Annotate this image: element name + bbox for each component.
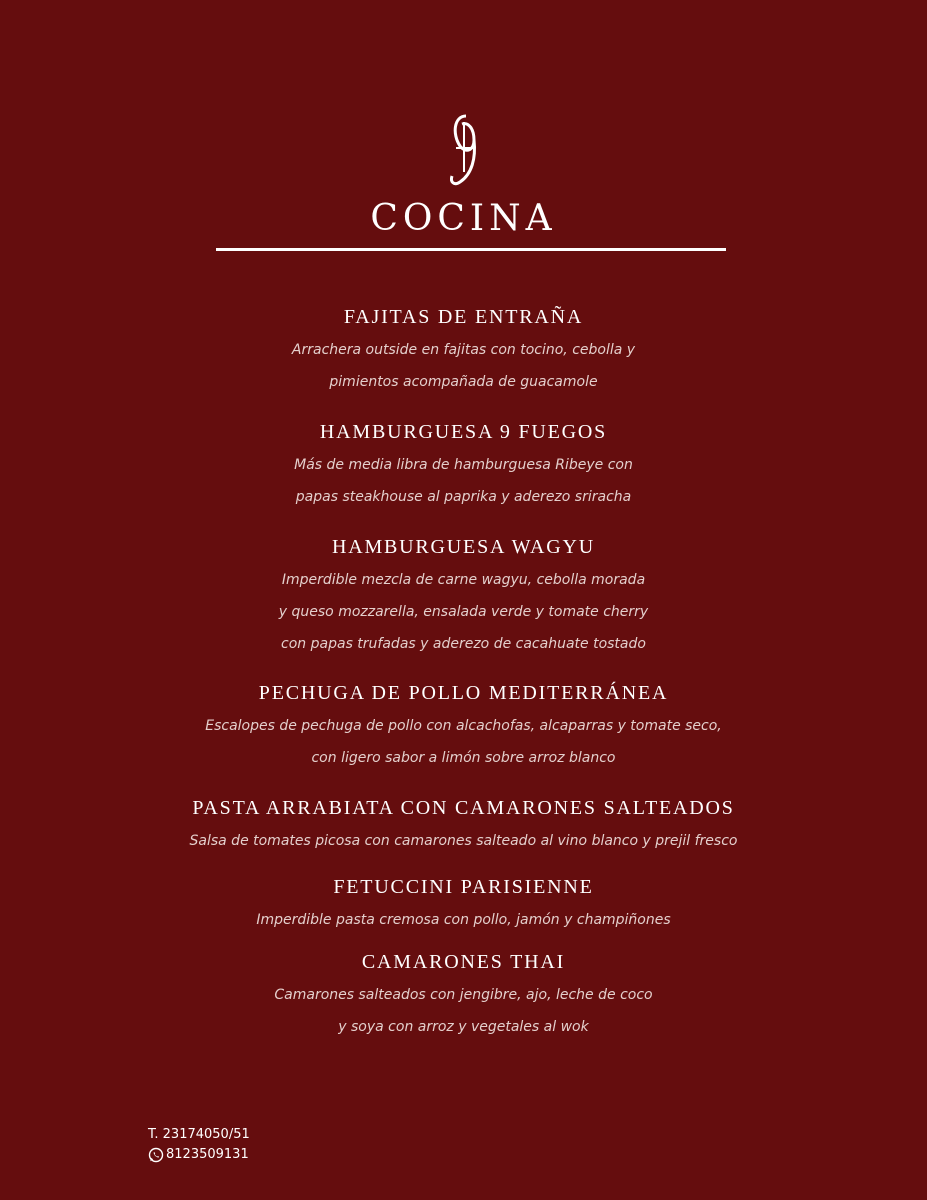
whatsapp-contact <box>148 1145 250 1165</box>
dish-description-line: con ligero sabor a limón sobre arroz blanco <box>311 750 616 766</box>
contact-info <box>148 1125 250 1165</box>
dish-description <box>0 449 927 513</box>
whatsapp-number: 8123509131 <box>166 1147 249 1162</box>
brand-logo <box>0 112 927 193</box>
dish-description <box>0 979 927 1043</box>
whatsapp-icon <box>148 1147 164 1163</box>
dish-description <box>0 334 927 398</box>
menu-item <box>0 680 927 774</box>
menu-item <box>0 874 927 936</box>
dish-description <box>0 564 927 660</box>
dish-description-line: Camarones salteados con jengibre, ajo, leche de coco <box>274 987 653 1003</box>
dish-description-line: Arrachera outside en fajitas con tocino, cebolla y <box>291 342 636 358</box>
menu-item <box>0 949 927 1043</box>
menu-item <box>0 419 927 513</box>
dish-description <box>0 904 927 936</box>
dish-description-line: y soya con arroz y vegetales al wok <box>338 1019 589 1035</box>
dish-description-line: y queso mozzarella, ensalada verde y tomate cherry <box>278 604 649 620</box>
dish-name: PASTA ARRABIATA CON CAMARONES SALTEADOS <box>192 797 735 819</box>
dish-description-line: Imperdible pasta cremosa con pollo, jamón y champiñones <box>256 912 671 928</box>
dish-description-line: con papas trufadas y aderezo de cacahuate tostado <box>281 636 646 652</box>
dish-name: FAJITAS DE ENTRAÑA <box>343 306 584 328</box>
phone-number: T. 23174050/51 <box>148 1127 250 1142</box>
menu-item <box>0 795 927 857</box>
dish-description <box>0 825 927 857</box>
dish-name: HAMBURGUESA WAGYU <box>331 536 596 558</box>
dish-description-line: papas steakhouse al paprika y aderezo sriracha <box>295 489 632 505</box>
menu-item <box>0 304 927 398</box>
dish-description-line: Imperdible mezcla de carne wagyu, cebolla morada <box>281 572 646 588</box>
nine-fuegos-logo-icon <box>442 112 486 188</box>
menu-item <box>0 534 927 660</box>
dish-description-line: pimientos acompañada de guacamole <box>329 374 598 390</box>
dish-name: CAMARONES THAI <box>361 951 566 973</box>
dish-description <box>0 710 927 774</box>
dish-description-line: Más de media libra de hamburguesa Ribeye con <box>294 457 633 473</box>
page-title: COCINA <box>370 198 557 239</box>
dish-name: FETUCCINI PARISIENNE <box>333 876 594 898</box>
dish-name: PECHUGA DE POLLO MEDITERRÁNEA <box>258 682 669 704</box>
title-divider <box>216 248 726 251</box>
dish-description-line: Escalopes de pechuga de pollo con alcachofas, alcaparras y tomate seco, <box>205 718 722 734</box>
dish-name: HAMBURGUESA 9 FUEGOS <box>319 421 608 443</box>
dish-description-line: Salsa de tomates picosa con camarones salteado al vino blanco y prejil fresco <box>189 833 738 849</box>
